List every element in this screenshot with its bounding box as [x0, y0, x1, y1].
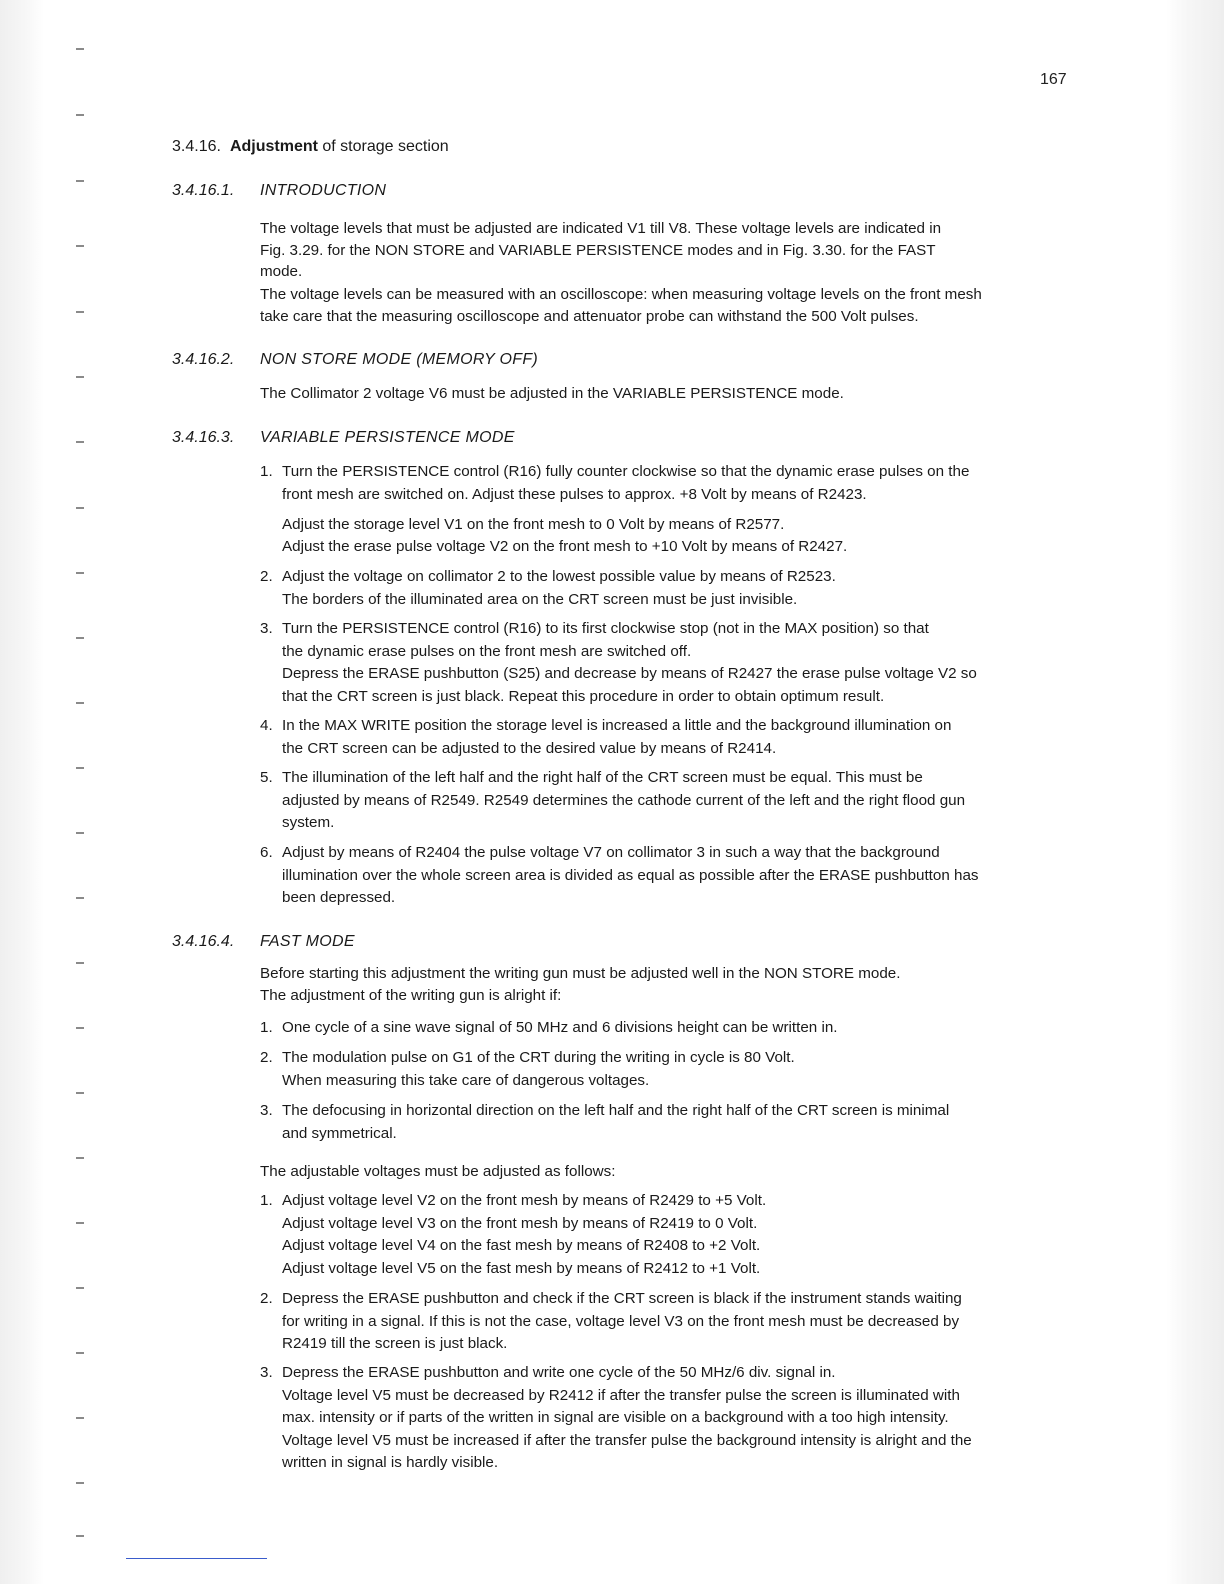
binding-mark — [76, 507, 84, 509]
binding-mark — [76, 962, 84, 964]
binding-mark — [76, 1417, 84, 1419]
binding-mark — [76, 1157, 84, 1159]
binding-mark — [76, 114, 84, 116]
list-item: 1. Adjust voltage level V2 on the front mesh by means of R2429 to +5 Volt. Adjust voltage level V3 on the front mesh by means of R2419 to 0 Volt. Adjust voltage level V4 on the fast mesh by means of R2408 to +2 Volt. Adjust voltage level V5 on the fast mesh by means of R2412 to +1 Volt. — [260, 1192, 767, 1277]
binding-mark — [76, 702, 84, 704]
binding-mark — [76, 832, 84, 834]
binding-mark — [76, 1482, 84, 1484]
binding-mark — [76, 48, 84, 50]
list-item: 2. The modulation pulse on G1 of the CRT during the writing in cycle is 80 Volt. When measuring this take care of dangerous voltages. — [260, 1049, 795, 1089]
footnote-rule — [126, 1558, 267, 1559]
section-heading — [172, 138, 449, 156]
page-number: 167 — [1040, 71, 1067, 88]
page-edge-left — [0, 0, 44, 1584]
paragraph: Before starting this adjustment the writing gun must be adjusted well in the NON STORE mode. The adjustment of the writing gun is alright if: — [260, 965, 901, 1004]
binding-mark — [76, 1352, 84, 1354]
paragraph: The Collimator 2 voltage V6 must be adjusted in the VARIABLE PERSISTENCE mode. — [260, 385, 844, 402]
subsection-number: 3.4.16.2. — [172, 351, 235, 368]
binding-mark — [76, 572, 84, 574]
subsection-title: VARIABLE PERSISTENCE MODE — [260, 429, 515, 446]
list-item-continuation: Adjust the storage level V1 on the front mesh to 0 Volt by means of R2577. Adjust the erase pulse voltage V2 on the front mesh to +10 Volt by means of R2427. — [282, 516, 848, 555]
list-item: 5. The illumination of the left half and the right half of the CRT screen must be equal. This must be adjusted by means of R2549. R2549 determines the cathode current of the left and the right flood gun system. — [260, 769, 966, 831]
list-item: 1. One cycle of a sine wave signal of 50 MHz and 6 divisions height can be written in. — [260, 1019, 838, 1036]
list-item: 6. Adjust by means of R2404 the pulse voltage V7 on collimator 3 in such a way that the background illumination over the whole screen area is divided as equal as possible after the ERASE pushbutton has been depressed. — [260, 844, 979, 906]
subsection-title: FAST MODE — [260, 933, 355, 950]
page-edge-right — [1166, 0, 1224, 1584]
list-item: 4. In the MAX WRITE position the storage level is increased a little and the background illumination on the CRT screen can be adjusted to the desired value by means of R2414. — [260, 717, 952, 757]
subsection-title: INTRODUCTION — [260, 182, 387, 199]
section-number: 3.4.16. — [172, 138, 221, 155]
binding-mark — [76, 1092, 84, 1094]
list-item: 2. Adjust the voltage on collimator 2 to the lowest possible value by means of R2523. The borders of the illuminated area on the CRT screen must be just invisible. — [260, 568, 836, 608]
subsection-number: 3.4.16.1. — [172, 182, 235, 199]
list-item: 1. Turn the PERSISTENCE control (R16) fully counter clockwise so that the dynamic erase pulses on the front mesh are switched on. Adjust these pulses to approx. +8 Volt by means of R2423. — [260, 463, 970, 503]
binding-mark — [76, 441, 84, 443]
paragraph: The adjustable voltages must be adjusted as follows: — [260, 1163, 616, 1180]
binding-mark — [76, 311, 84, 313]
list-item: 3. The defocusing in horizontal direction on the left half and the right half of the CRT screen is minimal and symmetrical. — [260, 1102, 950, 1142]
binding-mark — [76, 180, 84, 182]
section-title-rest: of storage section — [322, 138, 449, 155]
binding-mark — [76, 1287, 84, 1289]
section-title: Adjustment — [229, 138, 318, 155]
binding-mark — [76, 1222, 84, 1224]
subsection-title: NON STORE MODE (MEMORY OFF) — [260, 351, 539, 368]
binding-mark — [76, 1535, 84, 1537]
binding-mark — [76, 1027, 84, 1029]
binding-mark — [76, 245, 84, 247]
list-item: 3. Turn the PERSISTENCE control (R16) to its first clockwise stop (not in the MAX position) so that the dynamic erase pulses on the front mesh are switched off. Depress the ERASE pushbutton (S25) and decrease by means of R2427 the erase pulse voltage V2 so that the CRT screen is just black. Repeat this procedure in order to obtain optimum result. — [260, 620, 977, 705]
subsection-number: 3.4.16.3. — [172, 429, 235, 446]
binding-mark — [76, 897, 84, 899]
paragraph: The voltage levels that must be adjusted are indicated V1 till V8. These voltage levels are indicated in Fig. 3.29. for the NON STORE and VARIABLE PERSISTENCE modes and in Fig. 3.30. for the FAST mode. — [260, 220, 942, 280]
list-item: 2. Depress the ERASE pushbutton and check if the CRT screen is black if the instrument stands waiting for writing in a signal. If this is not the case, voltage level V3 on the front mesh must be decreased by R2419 till the screen is just black. — [260, 1290, 962, 1352]
binding-mark — [76, 376, 84, 378]
binding-mark — [76, 767, 84, 769]
binding-mark — [76, 637, 84, 639]
paragraph: The voltage levels can be measured with an oscilloscope: when measuring voltage levels on the front mesh take care that the measuring oscilloscope and attenuator probe can withstand the 500 Volt pulses. — [260, 286, 982, 325]
list-item: 3. Depress the ERASE pushbutton and write one cycle of the 50 MHz/6 div. signal in. Voltage level V5 must be decreased by R2412 if after the transfer pulse the screen is illuminated with max. intensity or if parts of the written in signal are visible on a background with a too high intensity. Voltage level V5 must be increased if after the transfer pulse the background intensity is alright and the written in signal is hardly visible. — [260, 1364, 972, 1471]
subsection-number: 3.4.16.4. — [172, 933, 235, 950]
